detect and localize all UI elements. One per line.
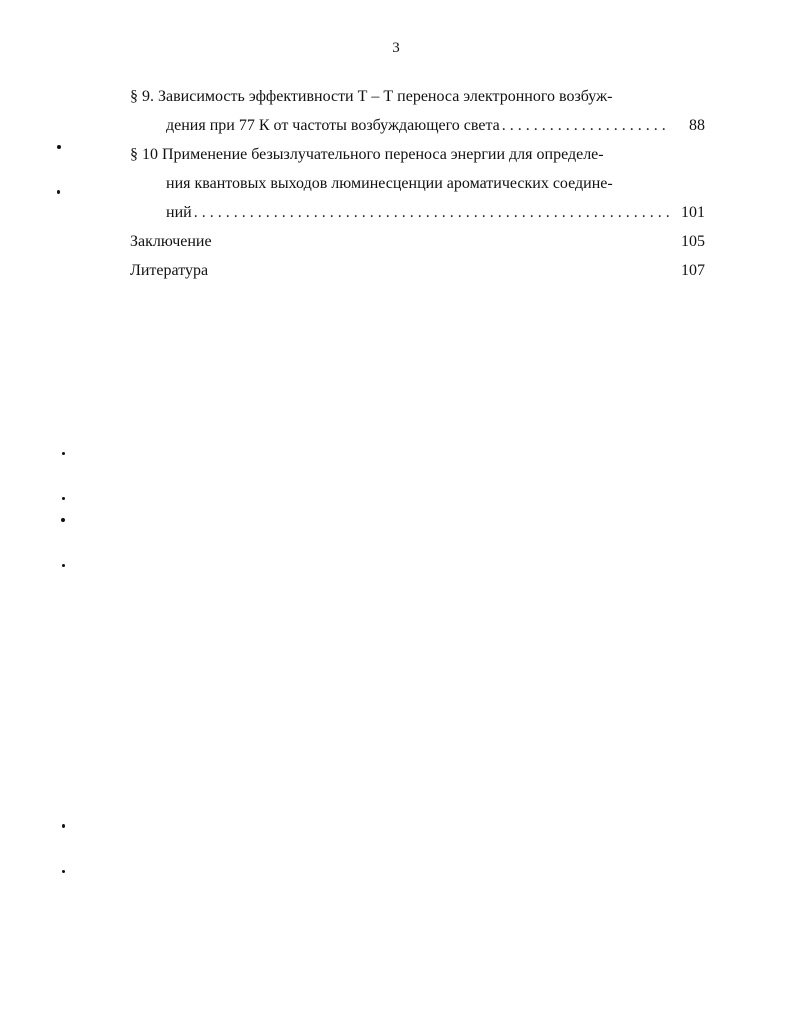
scan-speck [61,518,65,522]
toc-entry-s10-line1 [130,140,705,169]
toc-entry-text: § 9. Зависимость эффективности Т – Т переноса электронного возбуж- [130,88,613,105]
toc-entry-conclusion [130,227,705,256]
toc-entry-text: ния квантовых выходов люминесценции ароматических соедине- [166,175,613,192]
scan-speck [62,564,65,567]
toc-page-number: 105 [681,233,705,250]
scan-speck [57,190,60,194]
toc-entry-literature [130,256,705,285]
toc-entry-text: Литература [130,262,209,279]
scan-speck [57,145,61,149]
toc-entry-s9-line1 [130,82,705,111]
table-of-contents [130,82,705,285]
toc-entry-s10-line2 [130,169,705,198]
toc-entry-s10-line3 [130,198,705,227]
scan-speck [62,870,65,873]
toc-entry-text: § 10 Применение безызлучательного переноса энергии для определе- [130,146,604,163]
scan-speck [62,824,65,828]
toc-entry-s9-line2 [130,111,705,140]
toc-entry-text: ний [166,204,192,221]
toc-page-number: 101 [681,204,705,221]
dot-leader [502,111,669,140]
page-number: 3 [392,40,400,56]
toc-page-number: 88 [689,117,705,134]
scan-speck [62,497,65,500]
scan-speck [62,452,65,455]
dot-leader [194,198,669,227]
toc-entry-text: дения при 77 К от частоты возбуждающего света [166,117,500,134]
toc-entry-text: Заключение [130,233,212,250]
toc-page-number: 107 [681,262,705,279]
